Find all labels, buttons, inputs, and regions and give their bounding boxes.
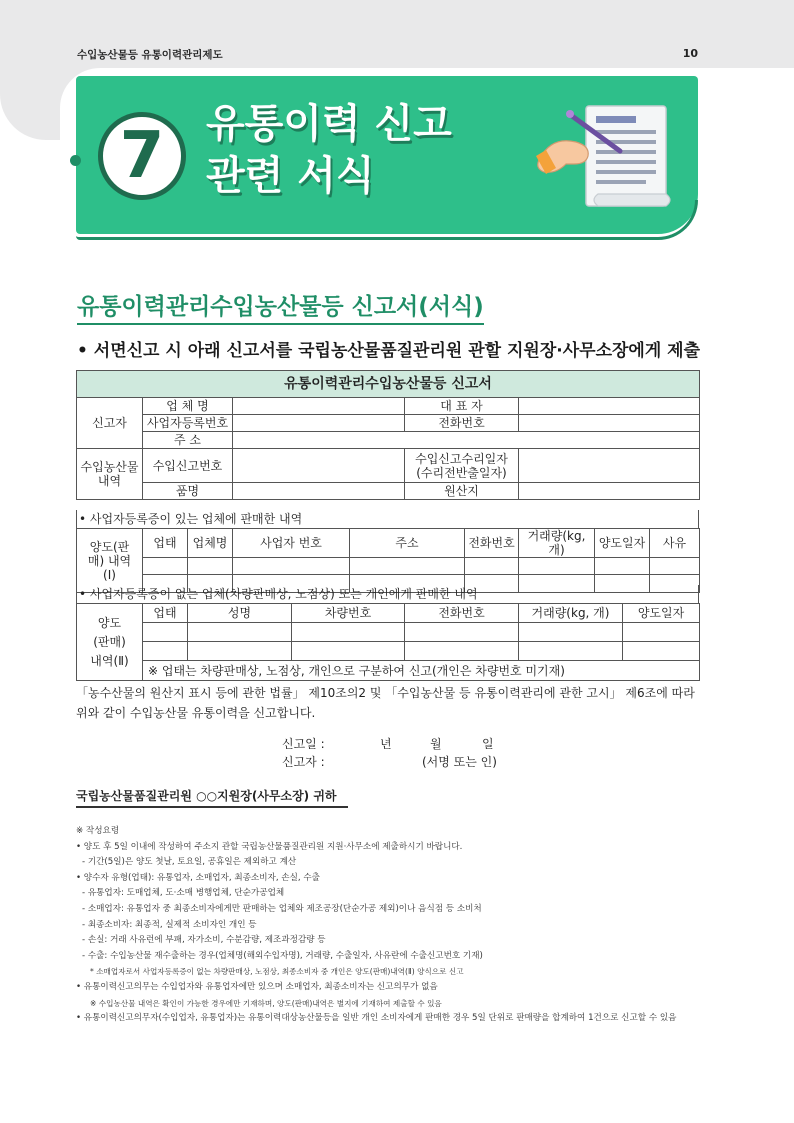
- sale1-cell[interactable]: [595, 558, 650, 575]
- sale2-cell[interactable]: [188, 642, 292, 661]
- document-icon: [586, 106, 670, 206]
- year-label: 년: [380, 737, 392, 751]
- representative-label: 대 표 자: [405, 398, 519, 415]
- accept-date-line1: 수입신고수리일자: [415, 451, 508, 466]
- reporter-sign-label: 신고자 :: [282, 755, 325, 769]
- address-label: 주 소: [143, 432, 233, 449]
- sale2-cell[interactable]: [519, 623, 623, 642]
- sale2-group-line1: 양도: [97, 615, 122, 630]
- chapter-title-line1: 유통이력 신고: [206, 101, 452, 147]
- guide-line: ※ 수입농산물 내역은 확인이 가능한 경우에만 기재하며, 양도(판매)내역은 별지에 기재하여 제출할 수 있음: [90, 998, 442, 1008]
- sign-hint: (서명 또는 인): [422, 755, 497, 769]
- sale2-cell[interactable]: [143, 623, 188, 642]
- sale1-col-type: 업태: [143, 529, 188, 558]
- sale1-table: [76, 528, 700, 593]
- sale2-cell[interactable]: [519, 642, 623, 661]
- declaration-text: 「농수산물의 원산지 표시 등에 관한 법률」 제10조의2 및 「수입농산물 등 유통이력관리에 관한 고시」 제6조에 따라 위와 같이 수입농산물 유통이력을 신고합니다.: [76, 686, 695, 720]
- item-label: 품명: [143, 483, 233, 500]
- report-form-main: [76, 370, 700, 500]
- sale1-cell[interactable]: [233, 558, 350, 575]
- guide-line: - 기간(5일)은 양도 첫날, 토요일, 공휴일은 제외하고 계산: [82, 857, 297, 868]
- address-field[interactable]: [233, 432, 700, 449]
- sale2-col-volume: 거래량(kg, 개): [519, 604, 623, 623]
- sale2-cell[interactable]: [623, 642, 700, 661]
- chapter-title-line2: 관련 서식: [206, 153, 375, 199]
- sale2-col-phone: 전화번호: [405, 604, 519, 623]
- sale1-bullet: • 사업자등록증이 있는 업체에 판매한 내역: [76, 510, 699, 528]
- item-field[interactable]: [233, 483, 405, 500]
- sale2-col-type: 업태: [143, 604, 188, 623]
- report-date-line: [282, 735, 494, 752]
- phone-label: 전화번호: [405, 415, 519, 432]
- sale1-cell[interactable]: [143, 558, 188, 575]
- month-label: 월: [430, 737, 442, 751]
- section-title: 유통이력관리수입농산물등 신고서(서식): [77, 292, 484, 325]
- origin-label: 원산지: [405, 483, 519, 500]
- accept-date-field[interactable]: [519, 449, 700, 483]
- reporter-group-label: 신고자: [77, 398, 143, 449]
- hand-pen-icon: [528, 96, 678, 218]
- sale2-group-line3: 내역(Ⅱ): [90, 653, 129, 668]
- report-date-label: 신고일 :: [282, 737, 325, 751]
- biz-no-label: 사업자등록번호: [143, 415, 233, 432]
- sale2-cell[interactable]: [623, 623, 700, 642]
- writing-guide: [76, 824, 706, 1027]
- running-header: 수입농산물등 유통이력관리제도: [77, 49, 223, 61]
- chapter-title: [206, 98, 452, 202]
- biz-no-field[interactable]: [233, 415, 405, 432]
- sale2-cell[interactable]: [292, 642, 405, 661]
- guide-line: • 유통이력신고의무는 수입업자와 유통업자에만 있으며 소매업자, 최종소비자는 신고의무가 없음: [76, 981, 438, 992]
- representative-field[interactable]: [519, 398, 700, 415]
- sale2-cell[interactable]: [188, 623, 292, 642]
- phone-field[interactable]: [519, 415, 700, 432]
- sale2-group-label: [77, 604, 143, 681]
- guide-line: • 양도 후 5일 이내에 작성하여 주소지 관할 국립농산물품질관리원 지원·사무소에 제출하시기 바랍니다.: [76, 841, 463, 852]
- sale1-cell[interactable]: [188, 558, 233, 575]
- sale1-cell[interactable]: [519, 558, 595, 575]
- sale1-col-address: 주소: [350, 529, 465, 558]
- banner-dot: [70, 155, 81, 166]
- guide-line: - 소매업자: 유통업자 중 최종소비자에게만 판매하는 업체와 제조공장(단순가공 제외)이나 음식점 등 소비처: [82, 903, 482, 914]
- guide-line: • 유통이력신고의무자(수입업자, 유통업자)는 유통이력대상농산물등을 일반 개인 소비자에게 판매한 경우 5일 단위로 판매량을 합계하여 1건으로 신고할 수 있음: [76, 1013, 677, 1024]
- company-field[interactable]: [233, 398, 405, 415]
- sale1-col-reason: 사유: [650, 529, 700, 558]
- import-no-field[interactable]: [233, 449, 405, 483]
- origin-field[interactable]: [519, 483, 700, 500]
- guide-line: ※ 작성요령: [76, 826, 120, 836]
- sale1-cell[interactable]: [650, 558, 700, 575]
- guide-line: - 최종소비자: 최종적, 실제적 소비자인 개인 등: [82, 919, 257, 930]
- day-label: 일: [482, 737, 494, 751]
- guide-line: - 유통업자: 도매업체, 도·소매 병행업체, 단순가공업체: [82, 888, 285, 899]
- reporter-sign-line: [282, 753, 497, 770]
- sale2-note: ※ 업태는 차량판매상, 노점상, 개인으로 구분하여 신고(개인은 차량번호 미기재): [143, 661, 700, 681]
- sale1-group-label: 양도(판매) 내역(Ⅰ): [77, 529, 143, 593]
- sale2-cell[interactable]: [143, 642, 188, 661]
- sale2-group-line2: (판매): [93, 634, 126, 649]
- import-no-label: 수입신고번호: [143, 449, 233, 483]
- sale2-col-vehicle: 차량번호: [292, 604, 405, 623]
- import-group-label: 수입농산물 내역: [77, 449, 143, 500]
- accept-date-label: [405, 449, 519, 483]
- guide-line: • 양수자 유형(업태): 유통업자, 소매업자, 최종소비자, 손실, 수출: [76, 872, 320, 883]
- company-label: 업 체 명: [143, 398, 233, 415]
- sale2-table: [76, 603, 700, 681]
- sale1-col-date: 양도일자: [595, 529, 650, 558]
- page-number: 10: [682, 47, 698, 60]
- form-title: 유통이력관리수입농산물등 신고서: [77, 371, 700, 398]
- guide-line: * 소매업자로서 사업자등록증이 없는 차량판매상, 노점상, 최종소비자 중 개인은 양도(판매)내역(Ⅱ) 양식으로 신고: [90, 967, 464, 977]
- section-subtitle: • 서면신고 시 아래 신고서를 국립농산물품질관리원 관할 지원장·사무소장에게 제출: [77, 341, 701, 361]
- guide-line: - 수출: 수입농산물 재수출하는 경우(업체명(해외수입자명), 거래량, 수출일자, 사유란에 수출신고번호 기재): [82, 950, 483, 961]
- recipient-line: 국립농산물품질관리원 ○○지원장(사무소장) 귀하: [76, 787, 348, 808]
- sale1-col-company: 업체명: [188, 529, 233, 558]
- guide-line: - 손실: 거래 사유런에 부패, 자가소비, 수분감량, 제조과정감량 등: [82, 935, 326, 946]
- chapter-number-badge: [98, 112, 186, 200]
- sale2-cell[interactable]: [405, 623, 519, 642]
- chapter-number: 7: [119, 119, 165, 193]
- sale2-col-name: 성명: [188, 604, 292, 623]
- sale1-cell[interactable]: [350, 558, 465, 575]
- sale1-col-volume: 거래량(kg, 개): [519, 529, 595, 558]
- sale1-col-biz-no: 사업자 번호: [233, 529, 350, 558]
- sale2-col-date: 양도일자: [623, 604, 700, 623]
- sale2-bullet: • 사업자등록증이 없는 업체(차량판매상, 노점상) 또는 개인에게 판매한 내역: [76, 585, 699, 603]
- sale1-cell[interactable]: [465, 558, 519, 575]
- sale2-cell[interactable]: [405, 642, 519, 661]
- sale1-col-phone: 전화번호: [465, 529, 519, 558]
- sale2-cell[interactable]: [292, 623, 405, 642]
- accept-date-line2: (수리전반출일자): [416, 465, 507, 480]
